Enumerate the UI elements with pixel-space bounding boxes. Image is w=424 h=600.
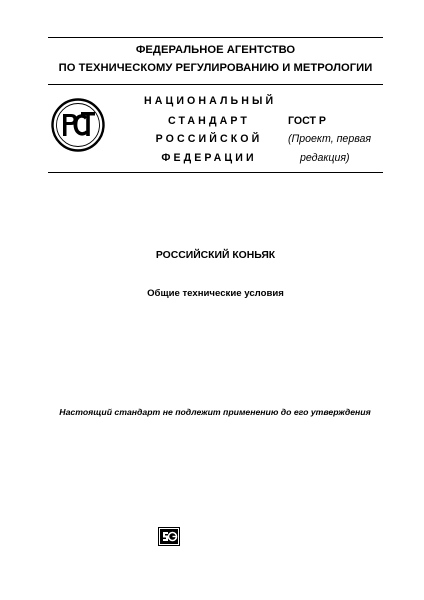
standard-type-line-4: ФЕДЕРАЦИИ <box>161 152 257 164</box>
standard-type-line-1: НАЦИОНАЛЬНЫЙ <box>144 95 277 107</box>
top-rule <box>48 37 383 38</box>
gost-code: ГОСТ Р <box>288 115 326 127</box>
agency-name-line-2: ПО ТЕХНИЧЕСКОМУ РЕГУЛИРОВАНИЮ И МЕТРОЛОГИИ <box>58 62 373 74</box>
document-title: РОССИЙСКИЙ КОНЬЯК <box>155 250 276 261</box>
draft-note-line-2: редакция) <box>300 152 350 164</box>
standard-type-line-2: СТАНДАРТ <box>168 115 250 127</box>
publisher-logo-icon <box>158 527 180 546</box>
middle-rule <box>48 84 383 85</box>
approval-notice: Настоящий стандарт не подлежит применению до его утверждения <box>59 407 371 417</box>
bottom-rule <box>48 172 383 173</box>
gost-r-emblem-icon <box>51 98 105 152</box>
standard-type-line-3: РОССИЙСКОЙ <box>155 133 263 145</box>
agency-name-line-1: ФЕДЕРАЛЬНОЕ АГЕНТСТВО <box>135 44 296 56</box>
draft-note-line-1: (Проект, первая <box>288 133 372 145</box>
document-subtitle: Общие технические условия <box>147 288 284 299</box>
